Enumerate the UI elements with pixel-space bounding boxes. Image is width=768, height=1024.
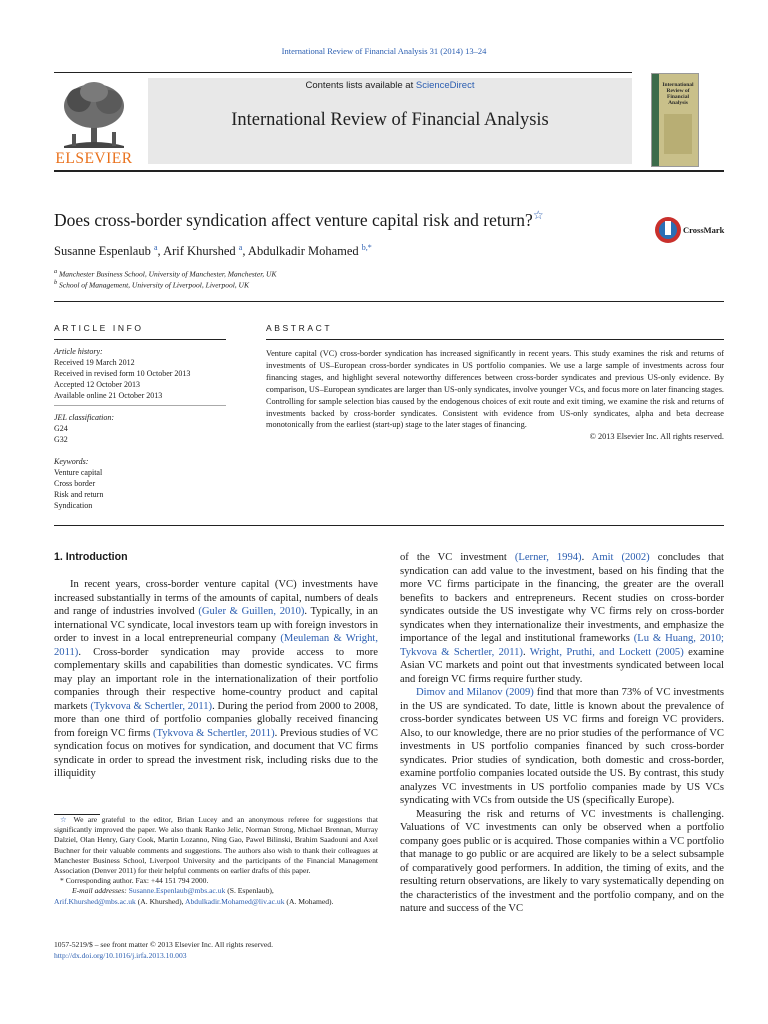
abstract-body	[266, 348, 724, 443]
body-text: .	[581, 552, 592, 563]
header-bottom-rule	[54, 170, 724, 172]
author-affiliation-sup[interactable]: a	[238, 243, 243, 252]
section-heading-introduction: 1. Introduction	[54, 551, 128, 563]
author-name[interactable]: Arif Khurshed	[163, 244, 236, 259]
author-affiliation-sup[interactable]: b,*	[361, 243, 372, 252]
citation-link[interactable]: (Lu & Huang, 2010; Tykvova & Schertler, 2011)	[400, 633, 724, 658]
keywords-label: Keywords:	[54, 457, 89, 466]
info-top-rule	[54, 301, 724, 302]
footnote-acknowledgement	[54, 815, 378, 876]
body-text: In recent years, cross-border venture capital (VC) investments have increased substantially in terms of the amounts of capital, numbers of deals and range of industries involved	[54, 579, 378, 617]
body-text: . Cross-border syndication may provide access to more complementary skills and capabilities than domestic syndicates. VC firms may play an important role in the internationalization of their portfolio companies through their respective home-country product and capital markets	[54, 646, 378, 712]
email-link[interactable]: Arif.Khurshed@mbs.ac.uk	[54, 896, 136, 906]
email-label: E-mail addresses:	[72, 886, 127, 896]
keyword: Cross border	[54, 478, 96, 488]
keyword: Venture capital	[54, 467, 103, 477]
journal-cover-thumbnail[interactable]	[651, 73, 699, 167]
authors-line: Susanne Espenlaub $^a$, Arif Khurshed $^a$, Abdulkadir Mohamed $^{b,*}$	[54, 243, 372, 259]
citation-link[interactable]: (Meuleman & Wright, 2011)	[54, 633, 378, 658]
footnote-emails	[54, 886, 378, 906]
jel-code: G24	[54, 423, 68, 433]
body-text: examine Asian VC markets and point out that investments syndicated between local and foreign VC firms require further study.	[400, 646, 724, 685]
keyword: Risk and return	[54, 489, 104, 499]
citation-link[interactable]: (Lerner, 1994)	[514, 552, 582, 563]
citation-link[interactable]: (Tykvova & Schertler, 2011)	[90, 700, 213, 712]
author-name[interactable]: Susanne Espenlaub	[54, 244, 151, 259]
sciencedirect-link[interactable]: ScienceDirect	[415, 80, 475, 91]
history-divider	[54, 405, 226, 406]
elsevier-wordmark: ELSEVIER	[55, 150, 133, 167]
abstract-heading: ABSTRACT	[266, 323, 333, 333]
crossmark-badge[interactable]	[654, 216, 734, 246]
intro-column-2	[400, 551, 724, 916]
body-text: concludes that syndication can add value to the investment, based on his finding that the more VC firms participate in the financing, the greater are the overall benefits to backers and entrepreneurs. Recent studies on cross-border syndicates outside the US investigate why VC firms rely on cross-border syndicates when they internationalize their investments, and emphasize the importance of the legal and institutional frameworks	[400, 552, 725, 644]
history-item: Received 19 March 2012	[54, 357, 135, 367]
abstract-copyright: © 2013 Elsevier Inc. All rights reserved.	[589, 432, 724, 442]
citation-link[interactable]: Wright, Pruthi, and Lockett (2005)	[529, 646, 684, 658]
article-info-heading: ARTICLE INFO	[54, 323, 144, 333]
body-text: . Typically, in an international VC syndicate, local investors team up with foreign investors in order to invest in a local entrepreneurial company	[54, 606, 378, 644]
paper-title	[54, 208, 654, 231]
intro-paragraph-1	[54, 578, 378, 781]
journal-reference[interactable]: International Review of Financial Analysis 31 (2014) 13–24	[281, 46, 487, 56]
affiliation-sup: a	[54, 268, 58, 275]
author-affiliation-sup[interactable]: a	[153, 243, 158, 252]
title-footnote-star[interactable]: ☆	[532, 208, 544, 222]
footnote-corresponding	[54, 876, 378, 886]
citation-link[interactable]: (Tykvova & Schertler, 2011)	[152, 727, 275, 739]
footnote-star-symbol: ☆	[60, 815, 70, 824]
jel-classification	[54, 413, 226, 446]
author-name[interactable]: Abdulkadir Mohamed	[247, 244, 359, 259]
crossmark-icon	[654, 216, 682, 244]
footnote-acknowledgement-text: We are grateful to the editor, Brian Lucey and an anonymous referee for suggestions that significantly improved the paper. We also thank Ranko Jelic, Norman Strong, Michael Brennan, Murray Dalziel, Olan Henry, Gary Cook, Martin Lozanno, Ning Gao, Pawel Bilinski, Brahim Saadouni and Axel Buchner for their valuable comments and suggestions. The authors also wish to thank their colleagues at Manchester Business School, Liverpool University and the participants of the Financial Management Association (Denver 2011) for their helpful comments on earlier drafts of this paper.	[54, 815, 378, 876]
footnote-corresponding-symbol: *	[60, 876, 64, 886]
citation-link[interactable]: Amit (2002)	[591, 552, 650, 563]
body-top-rule	[54, 525, 724, 526]
contents-available-line	[148, 80, 632, 91]
email-owner: (A. Khurshed),	[135, 896, 185, 906]
affiliation-sup: b	[54, 279, 58, 286]
jel-code: G32	[54, 434, 68, 444]
keywords	[54, 457, 226, 512]
body-text: . During the period from 2000 to 2008, more than one third of portfolio companies globally received financing from foreign VC firms	[54, 700, 379, 739]
citation-link[interactable]: (Guler & Guillen, 2010)	[198, 606, 305, 617]
history-label: Article history:	[54, 347, 103, 356]
intro-paragraph-2	[400, 551, 724, 686]
footnotes	[54, 815, 378, 907]
affiliation-text: Manchester Business School, University of Manchester, Manchester, UK	[59, 269, 277, 279]
abstract-rule	[266, 339, 724, 340]
contents-prefix: Contents lists available at	[305, 80, 416, 91]
footnote-corresponding-text: Corresponding author. Fax: +44 151 794 2000.	[65, 876, 209, 886]
cover-title: International Review of Financial Analysis	[662, 82, 694, 106]
abstract-text: Venture capital (VC) cross-border syndication has increased significantly in recent years. This study examines the risk and returns of investments of US–European cross-border syndicates in US portfolio companies. We use a large sample of investments across four financing stages, and highlight several noteworthy differences between cross-border syndicates and previous US-only evidence. By comparison, US–European syndicates are larger than US-only syndicates, involve younger VCs, and focus more on later financing stages. Controlling for sample selection bias caused by the endogenous choices of exit route and exit timing, we examine the risk and returns of investments backed by cross-border syndicates. Consistent with evidence from US-only syndicates, alpha and beta decrease monotonically from the earliest (start-up) stage to the later stages of financing.	[266, 349, 724, 430]
crossmark-label: CrossMark	[683, 225, 725, 235]
email-owner: (A. Mohamed).	[284, 896, 334, 906]
history-item: Accepted 12 October 2013	[54, 379, 140, 389]
header-top-rule	[54, 72, 632, 73]
paper-title-text: Does cross-border syndication affect venture capital risk and return?	[54, 209, 533, 230]
body-text: find that more than 73% of VC investments in the US are syndicated. To date, little is known about the prevalence of cross-border syndicates between US VC firms and foreign VC providers. Also, to our knowledge, there are no prior studies of the performance of VC investments in US portfolio companies financed by such cross-border syndicates. Prior studies of syndication, both domestic and cross-border, examine portfolio companies located outside the US. By contrast, this study analyzes VC investments in US portfolio companies made by US VCs syndicating with VCs from outside the US (specifically Europe).	[400, 687, 724, 806]
body-text: of the VC investment	[400, 552, 515, 563]
affiliation-text: School of Management, University of Liverpool, Liverpool, UK	[59, 280, 249, 290]
issn-line: 1057-5219/$ – see front matter © 2013 Elsevier Inc. All rights reserved.	[54, 940, 273, 949]
email-owner: (S. Espenlaub),	[225, 886, 274, 896]
history-item: Available online 21 October 2013	[54, 390, 163, 400]
doi-link[interactable]: http://dx.doi.org/10.1016/j.irfa.2013.10.003	[54, 951, 187, 960]
body-text: . Previous studies of VC syndication focus on motives for syndication, and document that VC firms syndicate in order to spread the investment risk, including risks due to the illiquidity	[54, 727, 378, 779]
article-history	[54, 347, 226, 402]
intro-paragraph-4: Measuring the risk and returns of VC investments is challenging. Valuations of VC investments can only be observed when a portfolio company goes public or is acquired. Those companies within a VC portfolio that manage to go public or are acquired are likely to be a select subsample of comparatively good performers. In addition, the timing of exits, and the resulting return observations, are likely to vary systematically depending on the characteristics of the investment and the portfolio company, and on the nature and success of the VC	[400, 808, 724, 914]
history-item: Received in revised form 10 October 2013	[54, 368, 191, 378]
journal-title: International Review of Financial Analysis	[231, 110, 549, 130]
affiliation-a	[54, 268, 276, 279]
article-info-rule	[54, 339, 226, 340]
jel-label: JEL classification:	[54, 413, 115, 422]
affiliation-b	[54, 279, 249, 290]
email-link[interactable]: Abdulkadir.Mohamed@liv.ac.uk	[185, 896, 285, 906]
email-link[interactable]: Susanne.Espenlaub@mbs.ac.uk	[128, 886, 226, 896]
keyword: Syndication	[54, 500, 93, 510]
citation-link[interactable]: Dimov and Milanov (2009)	[416, 687, 534, 698]
intro-paragraph-3	[400, 686, 724, 808]
body-text: .	[522, 646, 530, 658]
